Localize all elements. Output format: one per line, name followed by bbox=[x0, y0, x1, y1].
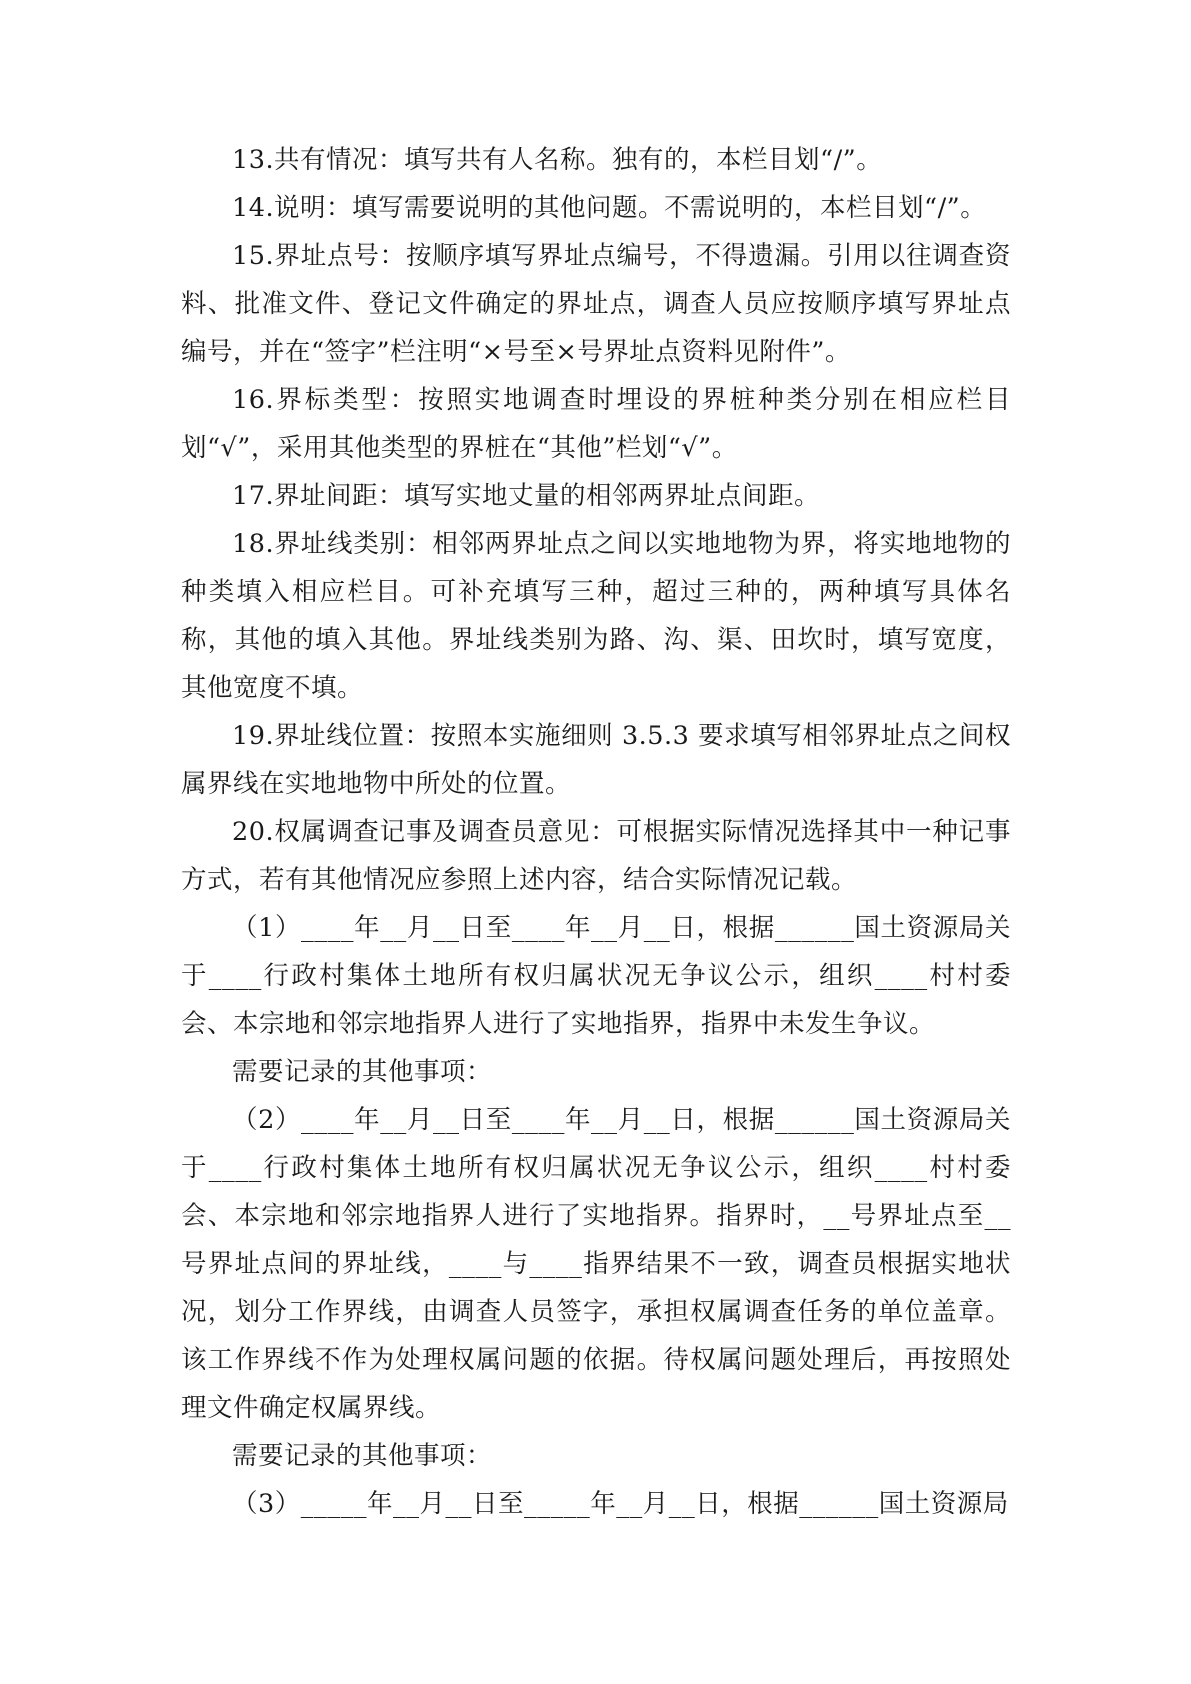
other-matters-label-1: 需要记录的其他事项： bbox=[232, 1057, 493, 1087]
item-14-remarks: 14.说明：填写需要说明的其他问题。不需说明的，本栏目划“/”。 bbox=[232, 193, 987, 223]
item-13-joint-ownership: 13.共有情况：填写共有人名称。独有的，本栏目划“/”。 bbox=[232, 145, 883, 175]
option-3-text: （3）_____年__月__日至_____年__月__日，根据______国土资源局 bbox=[232, 1489, 1009, 1519]
item-18-boundary-line-category: 18.界址线类别：相邻两界址点之间以实地地物为界，将实地地物的种类填入相应栏目。可补充填写三种，超过三种的，两种填写具体名称，其他的填入其他。界址线类别为路、沟、渠、田坎时，填写宽度，其他宽度不填。 bbox=[181, 529, 1011, 703]
item-17-boundary-distance: 17.界址间距：填写实地丈量的相邻两界址点间距。 bbox=[232, 481, 821, 511]
document-body bbox=[181, 136, 1011, 1528]
option-1-text: （1）____年__月__日至____年__月__日，根据______国土资源局关于____行政村集体土地所有权归属状况无争议公示，组织____村村委会、本宗地和邻宗地指界人进行了实地指界，指界中未发生争议。 bbox=[181, 913, 1011, 1039]
item-16-boundary-marker-type: 16.界标类型：按照实地调查时埋设的界桩种类分别在相应栏目划“√”，采用其他类型的界桩在“其他”栏划“√”。 bbox=[181, 385, 1011, 463]
other-matters-label-2: 需要记录的其他事项： bbox=[232, 1441, 493, 1471]
item-15-boundary-point-number: 15.界址点号：按顺序填写界址点编号，不得遗漏。引用以往调查资料、批准文件、登记文件确定的界址点，调查人员应按顺序填写界址点编号，并在“签字”栏注明“×号至×号界址点资料见附件”。 bbox=[181, 241, 1011, 367]
option-2-text: （2）____年__月__日至____年__月__日，根据______国土资源局关于____行政村集体土地所有权归属状况无争议公示，组织____村村委会、本宗地和邻宗地指界人进行了实地指界。指界时，__号界址点至__号界址点间的界址线，____与____指界结果不一致，调查员根据实地状况，划分工作界线，由调查人员签字，承担权属调查任务的单位盖章。该工作界线不作为处理权属问题的依据。待权属问题处理后，再按照处理文件确定权属界线。 bbox=[181, 1105, 1011, 1423]
item-20-survey-notes: 20.权属调查记事及调查员意见：可根据实际情况选择其中一种记事方式，若有其他情况应参照上述内容，结合实际情况记载。 bbox=[181, 817, 1011, 895]
item-19-boundary-line-position: 19.界址线位置：按照本实施细则 3.5.3 要求填写相邻界址点之间权属界线在实地地物中所处的位置。 bbox=[181, 721, 1011, 799]
